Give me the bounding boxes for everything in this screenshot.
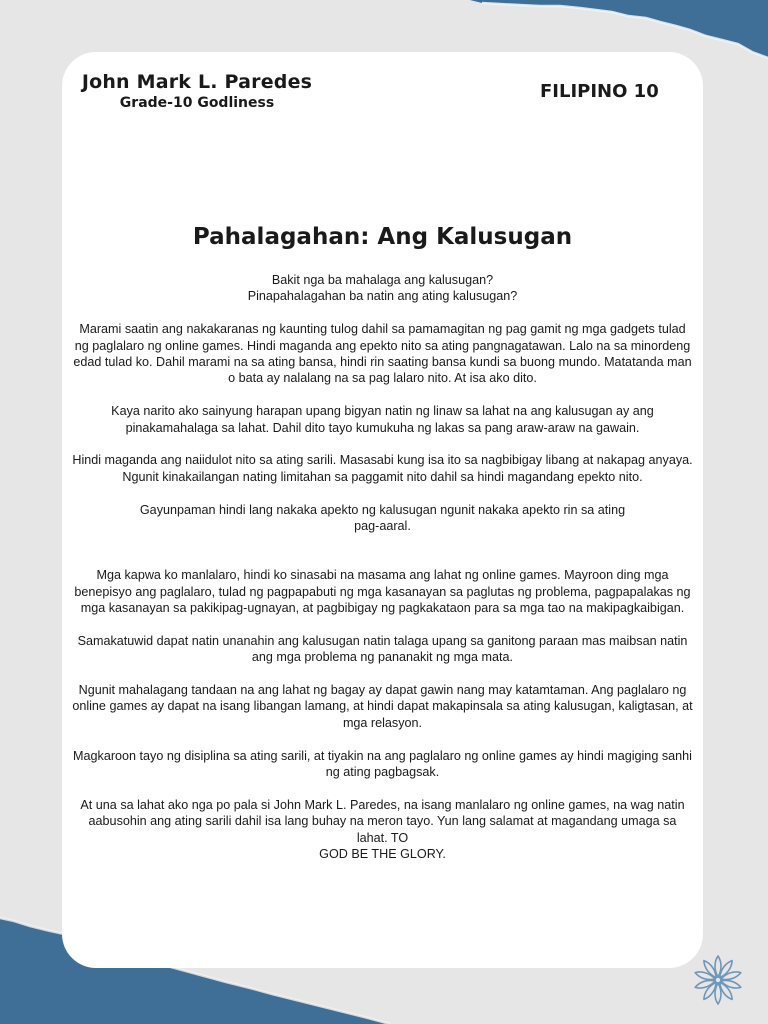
paragraph: Magkaroon tayo ng disiplina sa ating sarili, at tiyakin na ang paglalaro ng online games ay hindi magiging sanhi ng ating pagbagsak.	[73, 748, 692, 780]
document-body	[72, 272, 693, 862]
torn-paper-top-right	[470, 0, 768, 58]
paragraph: Kaya narito ako sainyung harapan upang bigyan natin ng linaw sa lahat na ang kalusugan ay ang pinakamahalaga sa lahat. Dahil dito tayo kumukuha ng lakas sa pang araw-araw na gawain.	[111, 404, 654, 435]
document-title: Pahalagahan: Ang Kalusugan	[192, 224, 573, 250]
flower-outline-icon	[690, 952, 746, 1008]
paragraph: Ngunit mahalagang tandaan na ang lahat ng bagay ay dapat gawin nang may katamtaman. Ang paglalaro ng online games ay dapat na isang libangan lamang, at hindi dapat makapinsala sa ating kalusugan, kaligtasan, at mga relasyon.	[72, 683, 693, 730]
paragraph: Bakit nga ba mahalaga ang kalusugan? Pinapahalagahan ba natin ang ating kalusugan?	[247, 273, 518, 304]
subject-label: FILIPINO 10	[540, 81, 659, 102]
paragraph: Hindi maganda ang naiidulot nito sa ating sarili. Masasabi kung isa ito sa nagbibigay libang at nakapag anyaya. Ngunit kinakailangan nating limitahan sa paggamit nito dahil sa hindi magandang epekto nito.	[72, 453, 693, 484]
paragraph: At una sa lahat ako nga po pala si John Mark L. Paredes, na isang manlalaro ng online games, na wag natin aabusohin ang ating sarili dahil isa lang buhay na meron tayo. Yun lang salamat at magandang umaga sa lahat. TO GOD BE THE GLORY.	[80, 797, 685, 862]
paragraph: Samakatuwid dapat natin unanahin ang kalusugan natin talaga upang sa ganitong paraan mas maibsan natin ang mga problema ng pananakit ng mga mata.	[77, 633, 688, 665]
document-card	[62, 52, 703, 968]
paragraph: Marami saatin ang nakakaranas ng kaunting tulog dahil sa pamamagitan ng pag gamit ng mga gadgets tulad ng paglalaro ng online games. Hindi maganda ang epekto nito sa ating pangnagatawan. Lalo na sa minordeng edad tulad ko. Dahil marami na sa ating bansa, hindi rin saating bansa kundi sa buong mundo. Matatanda man o bata ay nalalang na sa pag lalaro nito. At isa ako dito.	[73, 322, 692, 386]
author-name: John Mark L. Paredes	[81, 71, 313, 93]
paragraph: Gayunpaman hindi lang nakaka apekto ng kalusugan ngunit nakaka apekto rin sa ating pag-aaral.	[139, 502, 626, 534]
paragraph: Mga kapwa ko manlalaro, hindi ko sinasabi na masama ang lahat ng online games. Mayroon ding mga benepisyo ang paglalaro, tulad ng pagpapabuti ng mga kasanayan sa paglutas ng problema, pagpapalakas ng mga kasanayan sa pakikipag-ugnayan, at pagbibigay ng pagkakataon para sa mga tao na makipagkaibigan.	[74, 568, 691, 616]
author-block	[62, 70, 332, 112]
author-grade: Grade-10 Godliness	[119, 95, 275, 111]
